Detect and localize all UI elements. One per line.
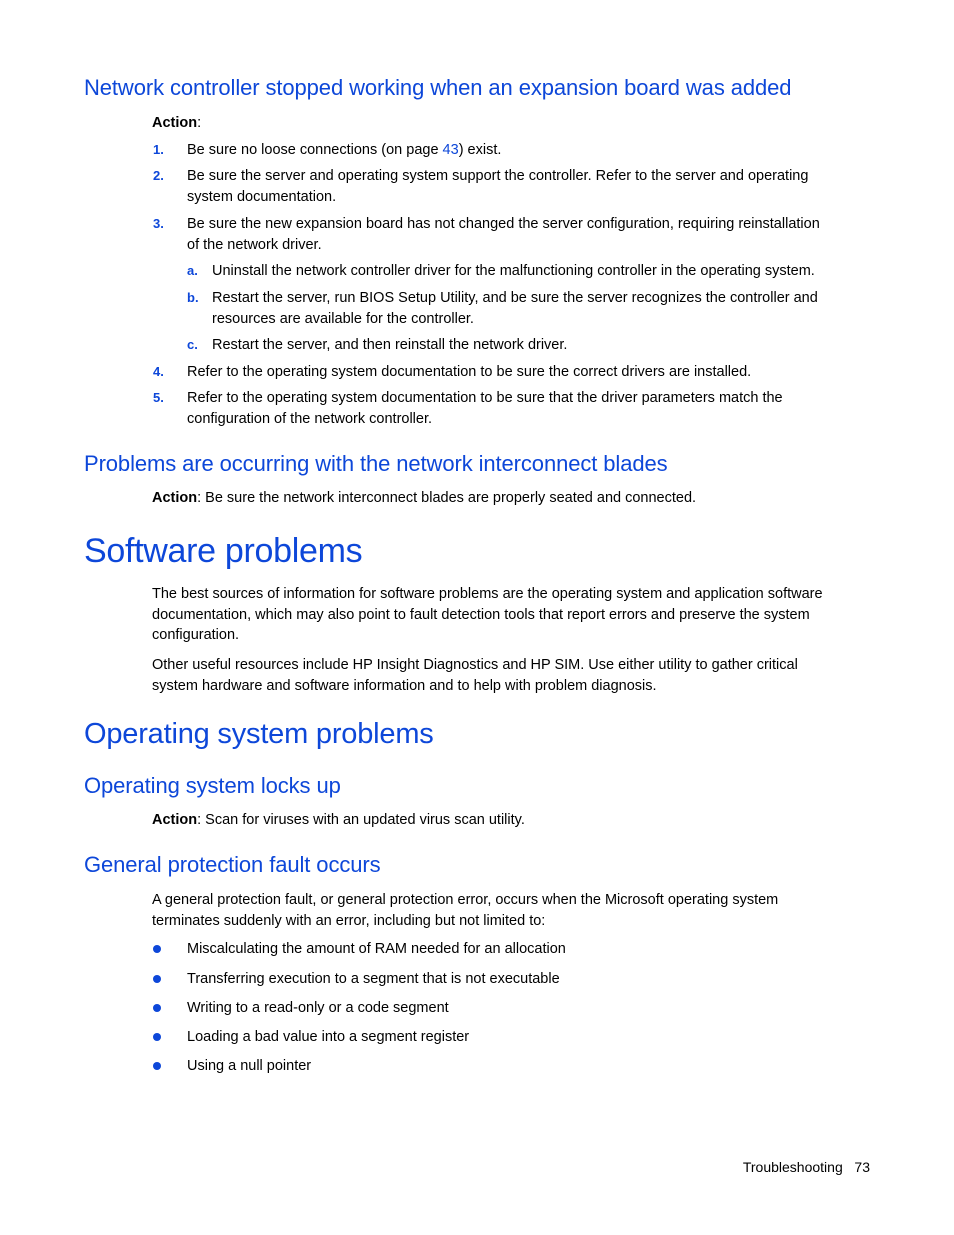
substep-letter: b. [187,290,199,305]
paragraph-line: documentation, which may also point to fault detection tools that report errors and preserve the system [152,606,810,623]
paragraph-line: A general protection fault, or general protection error, occurs when the Microsoft operating system [152,892,779,908]
paragraph-line: system hardware and software information and to help with problem diagnosis. [152,677,657,694]
action-line [152,488,696,509]
heading-operating-system-problems: Operating system problems [84,718,434,750]
paragraph-line: The best sources of information for software problems are the operating system and application software [152,586,823,602]
heading-general-protection-fault: General protection fault occurs [84,852,381,877]
action-colon: : [197,115,202,131]
step-text [187,388,783,429]
step-text [187,166,808,207]
step-text-after: ) exist. [458,142,502,158]
step-text-line: Refer to the operating system documentation to be sure that the driver parameters match the [187,390,783,406]
page-footer [743,1159,870,1175]
bullet-dot [153,945,161,953]
step-text-line: system documentation. [187,188,337,205]
paragraph-line: configuration. [152,627,240,643]
paragraph-line: Other useful resources include HP Insight Diagnostics and HP SIM. Use either utility to gather critical [152,657,798,673]
action-label: Action [152,812,198,828]
software-paragraph-2 [152,655,798,696]
list-item: Loading a bad value into a segment register [187,1029,470,1045]
step-text-line: Be sure the server and operating system support the controller. Refer to the server and operating [187,168,809,184]
substep-letter: a. [187,263,198,278]
paragraph-line: terminates suddenly with an error, including but not limited to: [152,912,546,929]
step-text-line: of the network driver. [187,236,322,253]
list-item: Using a null pointer [187,1058,312,1074]
action-label: Action [152,115,198,131]
action-label: Action [152,490,198,506]
action-line [152,113,201,134]
step-text-before: Be sure no loose connections (on page [187,142,443,158]
action-text: : Be sure the network interconnect blades are properly seated and connected. [197,490,697,506]
software-paragraph-1 [152,584,823,646]
substep-text-line: resources are available for the controller. [212,310,474,327]
step-text [187,140,501,161]
action-text: : Scan for viruses with an updated virus scan utility. [197,812,525,828]
bullet-dot [153,1004,161,1012]
heading-software-problems: Software problems [84,532,363,570]
heading-network-controller-expansion: Network controller stopped working when an expansion board was added [84,75,792,100]
substep-text: Restart the server, and then reinstall the network driver. [212,337,568,353]
bullet-dot [153,1033,161,1041]
step-text [187,214,820,255]
substep-text [212,288,818,329]
list-item: Transferring execution to a segment that is not executable [187,971,560,987]
heading-interconnect-blades: Problems are occurring with the network interconnect blades [84,451,668,476]
page-link[interactable]: 43 [442,142,459,158]
bullet-dot [153,975,161,983]
list-item: Writing to a read-only or a code segment [187,1000,449,1016]
step-number: 2. [153,168,164,183]
step-number: 1. [153,142,164,157]
step-text-line: Be sure the new expansion board has not changed the server configuration, requiring reinstallation [187,216,820,232]
heading-os-locks-up: Operating system locks up [84,773,341,798]
footer-section: Troubleshooting [742,1159,843,1175]
substep-letter: c. [187,337,198,352]
page-number: 73 [854,1159,870,1175]
step-number: 5. [153,390,164,405]
list-item: Miscalculating the amount of RAM needed for an allocation [187,941,566,957]
gpf-intro [152,890,778,931]
substep-text: Uninstall the network controller driver for the malfunctioning controller in the operating system. [212,263,815,279]
step-text: Refer to the operating system documentation to be sure the correct drivers are installed. [187,364,752,380]
action-line [152,810,525,831]
bullet-dot [153,1062,161,1070]
step-text-line: configuration of the network controller. [187,410,433,427]
substep-text-line: Restart the server, run BIOS Setup Utility, and be sure the server recognizes the controller and [212,290,818,306]
step-number: 4. [153,364,164,379]
step-number: 3. [153,216,164,231]
